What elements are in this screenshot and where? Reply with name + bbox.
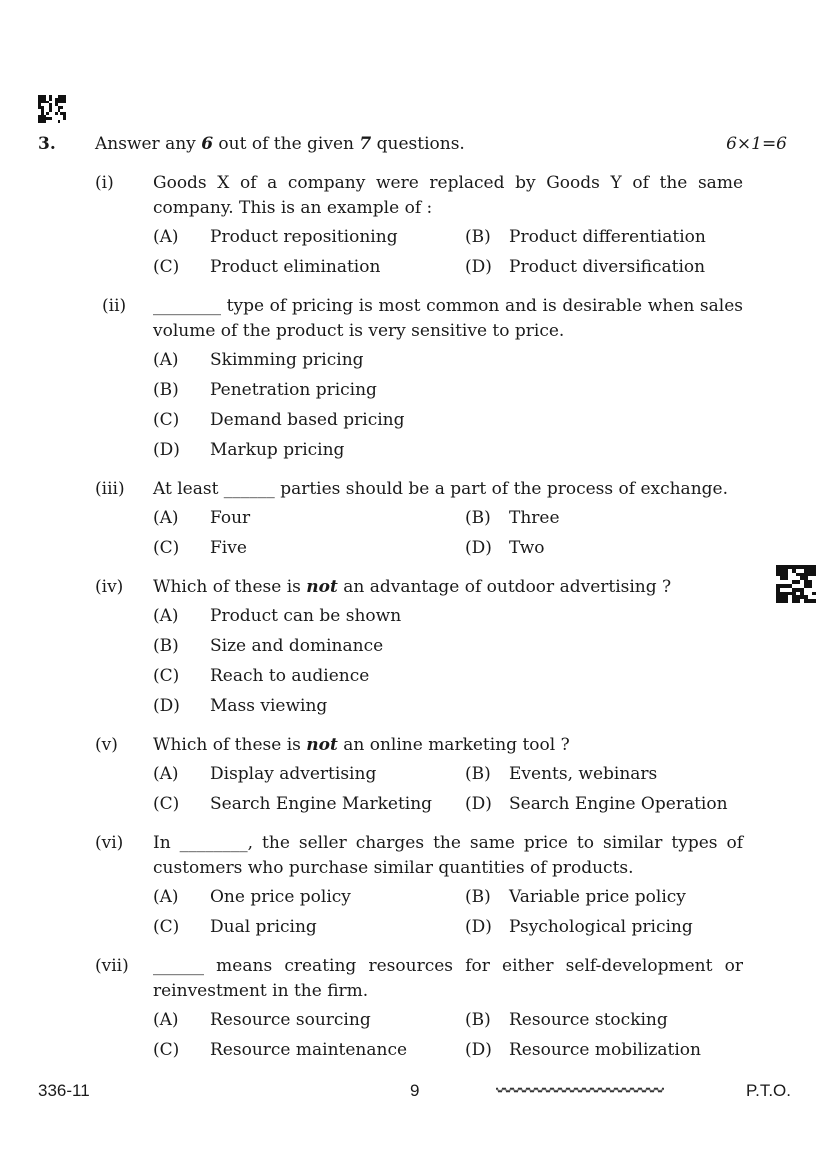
option-text: Product elimination (210, 257, 381, 277)
option-label: (D) (465, 257, 492, 277)
option-text: Product can be shown (210, 606, 402, 626)
option-text: Demand based pricing (210, 410, 405, 430)
option-label: (C) (153, 794, 180, 814)
qr-code-side-icon (776, 565, 816, 603)
option-text: Penetration pricing (210, 380, 377, 400)
option-label: (A) (153, 350, 179, 370)
page-number: 9 (410, 1081, 420, 1100)
paper-code: 336-11 (38, 1081, 90, 1100)
option-label: (C) (153, 538, 180, 558)
page-footer (38, 1081, 791, 1105)
stem-text: Which of these is (153, 577, 307, 597)
subquestion-number: (ii) (102, 296, 127, 316)
qr-code-icon (38, 95, 66, 123)
stem-text: Which of these is (153, 735, 307, 755)
option-label: (B) (153, 380, 179, 400)
option-label: (D) (465, 917, 492, 937)
option-text: Markup pricing (210, 440, 345, 460)
wavy-line-decoration (496, 1084, 664, 1096)
option-label: (D) (153, 696, 180, 716)
question-stem: Goods X of a company were replaced by Goods Y of the same company. This is an example of : (153, 173, 743, 218)
option-text: Product diversification (509, 257, 706, 277)
question-stem: ______ means creating resources for either self-development or reinvestment in the firm. (153, 956, 743, 1001)
subquestion-number: (iii) (95, 479, 125, 499)
option-text: Display advertising (210, 764, 377, 784)
option-text: Five (210, 538, 247, 558)
option-label: (C) (153, 666, 180, 686)
option-label: (C) (153, 1040, 180, 1060)
subquestion-number: (vii) (95, 956, 129, 976)
option-text: Mass viewing (210, 696, 328, 716)
question-stem (153, 733, 743, 758)
option-text: Skimming pricing (210, 350, 364, 370)
instruction-total: 7 (359, 134, 372, 154)
option-label: (A) (153, 508, 179, 528)
instruction-text: out of the given (213, 134, 360, 154)
option-text: Resource maintenance (210, 1040, 408, 1060)
option-label: (B) (465, 764, 491, 784)
instruction-text: Answer any (95, 134, 202, 154)
question-stem: ________ type of pricing is most common and is desirable when sales volume of the product is very sensitive to price. (153, 296, 743, 341)
question-number: 3. (38, 134, 56, 154)
option-text: Reach to audience (210, 666, 370, 686)
option-text: Resource stocking (509, 1010, 668, 1030)
option-text: Product differentiation (509, 227, 706, 247)
stem-text: an online marketing tool ? (337, 735, 570, 755)
option-text: Product repositioning (210, 227, 398, 247)
option-text: Dual pricing (210, 917, 317, 937)
subquestion-number: (i) (95, 173, 114, 193)
option-text: Three (509, 508, 560, 528)
stem-emphasis: not (306, 735, 338, 755)
option-label: (A) (153, 764, 179, 784)
option-text: Resource mobilization (509, 1040, 701, 1060)
option-label: (B) (465, 508, 491, 528)
option-text: One price policy (210, 887, 351, 907)
option-label: (D) (465, 538, 492, 558)
option-label: (B) (465, 1010, 491, 1030)
question-instruction (95, 134, 465, 154)
question-stem (153, 575, 743, 600)
instruction-text: questions. (371, 134, 465, 154)
option-label: (C) (153, 410, 180, 430)
option-text: Psychological pricing (509, 917, 693, 937)
option-label: (B) (153, 636, 179, 656)
subquestion-number: (vi) (95, 833, 124, 853)
question-stem: In ________, the seller charges the same price to similar types of customers who purchase similar quantities of products. (153, 833, 743, 878)
option-label: (D) (465, 794, 492, 814)
option-text: Four (210, 508, 251, 528)
option-label: (A) (153, 227, 179, 247)
please-turn-over: P.T.O. (745, 1081, 791, 1100)
option-label: (D) (153, 440, 180, 460)
option-label: (D) (465, 1040, 492, 1060)
option-label: (C) (153, 917, 180, 937)
option-text: Search Engine Operation (509, 794, 728, 814)
option-text: Search Engine Marketing (210, 794, 433, 814)
stem-emphasis: not (306, 577, 338, 597)
question-header (38, 134, 787, 156)
option-label: (A) (153, 887, 179, 907)
subquestion-number: (v) (95, 735, 118, 755)
option-text: Resource sourcing (210, 1010, 371, 1030)
option-label: (A) (153, 606, 179, 626)
option-text: Events, webinars (509, 764, 658, 784)
stem-text: an advantage of outdoor advertising ? (337, 577, 672, 597)
question-stem: At least ______ parties should be a part of the process of exchange. (153, 479, 728, 499)
option-label: (C) (153, 257, 180, 277)
subquestion-number: (iv) (95, 577, 124, 597)
option-text: Size and dominance (210, 636, 384, 656)
option-text: Variable price policy (509, 887, 686, 907)
option-label: (A) (153, 1010, 179, 1030)
instruction-count: 6 (201, 134, 214, 154)
option-label: (B) (465, 227, 491, 247)
marks-allocation: 6×1=6 (726, 134, 787, 154)
option-label: (B) (465, 887, 491, 907)
option-text: Two (509, 538, 545, 558)
